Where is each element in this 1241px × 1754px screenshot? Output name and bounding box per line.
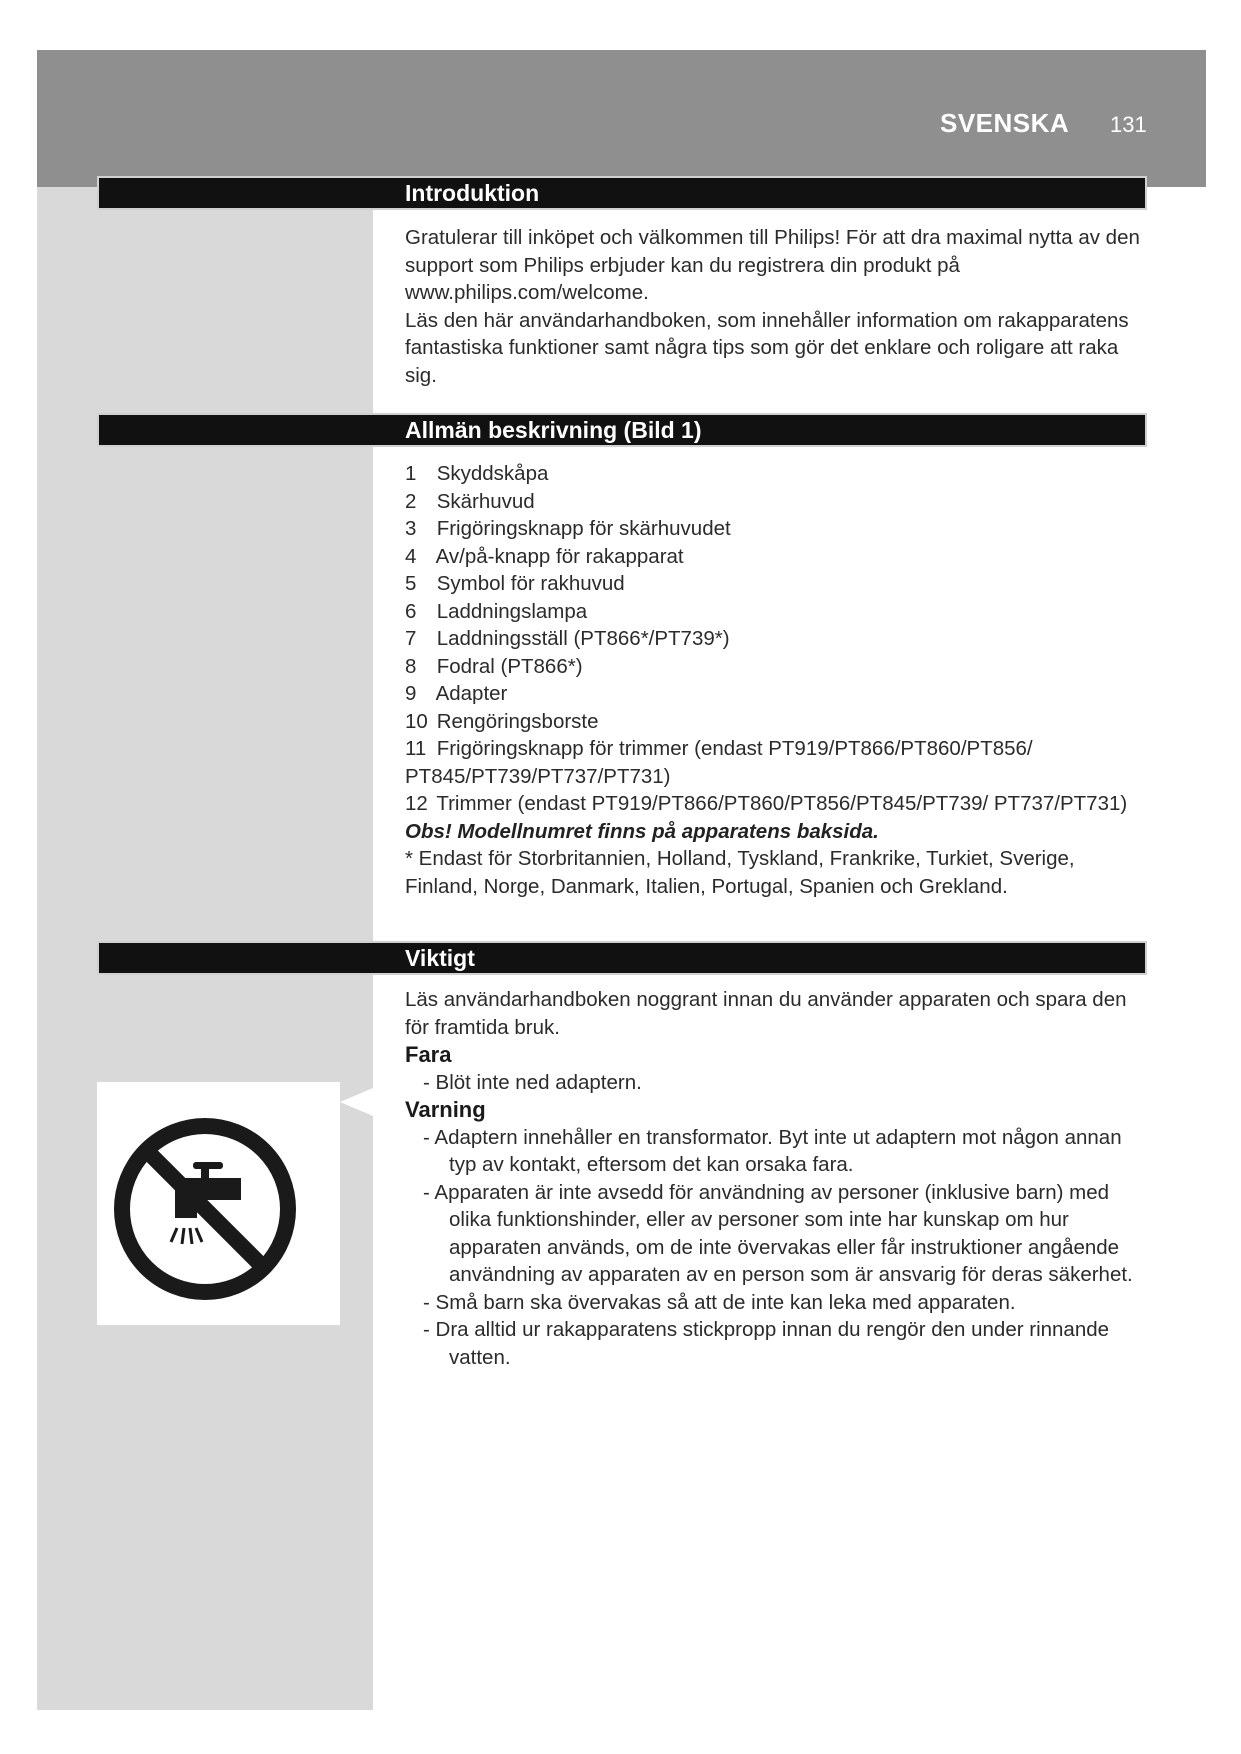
warning-item: - Adaptern innehåller en transformator. Byt inte ut adaptern mot någon annan typ av kontakt, eftersom det kan orsaka fara. — [423, 1125, 1122, 1176]
country-footnote: * Endast för Storbritannien, Holland, Tyskland, Frankrike, Turkiet, Sverige, Finland, Norge, Danmark, Italien, Portugal, Spanien och Grekland. — [405, 847, 1075, 898]
list-item: 7 Laddningsställ (PT866*/PT739*) — [405, 627, 730, 650]
list-item: 4 Av/på-knapp för rakapparat — [405, 544, 684, 568]
list-item: 3 Frigöringsknapp för skärhuvudet — [405, 517, 731, 540]
general-description — [405, 460, 1145, 900]
model-number-note: Obs! Modellnumret finns på apparatens baksida. — [405, 819, 879, 843]
intro-text — [405, 224, 1145, 389]
list-item: 5 Symbol för rakhuvud — [405, 572, 625, 595]
icon-pointer — [340, 1088, 373, 1116]
list-item: 8 Fodral (PT866*) — [405, 654, 583, 678]
list-item: 6 Laddningslampa — [405, 599, 588, 623]
language-label: SVENSKA — [940, 108, 1070, 138]
no-water-icon — [97, 1082, 340, 1325]
intro-paragraph: Läs den här användarhandboken, som innehåller information om rakapparatens fantastiska funktioner samt några tips som gör det enklare och roligare att raka sig. — [405, 308, 1129, 387]
list-item: 10 Rengöringsborste — [405, 709, 599, 733]
warning-item: - Små barn ska övervakas så att de inte kan leka med apparaten. — [423, 1290, 1016, 1314]
section-bar-intro — [97, 176, 1147, 210]
warning-item: - Dra alltid ur rakapparatens stickpropp innan du rengör den under rinnande vatten. — [423, 1318, 1110, 1369]
list-item: 11 Frigöringsknapp för trimmer (endast PT919/PT866/PT860/PT856/ PT845/PT739/PT737/PT731) — [405, 737, 1033, 788]
list-item: 1 Skyddskåpa — [405, 462, 549, 485]
no-water-icon — [97, 1082, 340, 1325]
important-text — [405, 986, 1145, 1371]
section-bar-important — [97, 941, 1147, 975]
section-title-intro: Introduktion — [405, 180, 540, 206]
section-title-general: Allmän beskrivning (Bild 1) — [405, 417, 702, 443]
page-number: 131 — [1110, 112, 1147, 137]
section-title-important: Viktigt — [405, 945, 475, 971]
list-item: 9 Adapter — [405, 682, 508, 705]
intro-paragraph: Gratulerar till inköpet och välkommen till Philips! För att dra maximal nytta av den support som Philips erbjuder kan du registrera din produkt på www.philips.com/welcome. — [405, 226, 1140, 304]
important-intro: Läs användarhandboken noggrant innan du använder apparaten och spara den för framtida bruk. — [405, 988, 1127, 1039]
list-item: 2 Skärhuvud — [405, 489, 535, 513]
danger-heading: Fara — [405, 1042, 452, 1067]
danger-item: - Blöt inte ned adaptern. — [423, 1070, 642, 1094]
warning-heading: Varning — [405, 1097, 486, 1122]
list-item: 12 Trimmer (endast PT919/PT866/PT860/PT856/PT845/PT739/ PT737/PT731) — [405, 792, 1128, 815]
warning-item: - Apparaten är inte avsedd för användning av personer (inklusive barn) med olika funktionshinder, eller av personer som inte har kunskap om hur apparaten används, om de inte övervakas eller får instruktioner angående användning av apparaten av en person som är ansvarig för deras säkerhet. — [423, 1180, 1133, 1286]
